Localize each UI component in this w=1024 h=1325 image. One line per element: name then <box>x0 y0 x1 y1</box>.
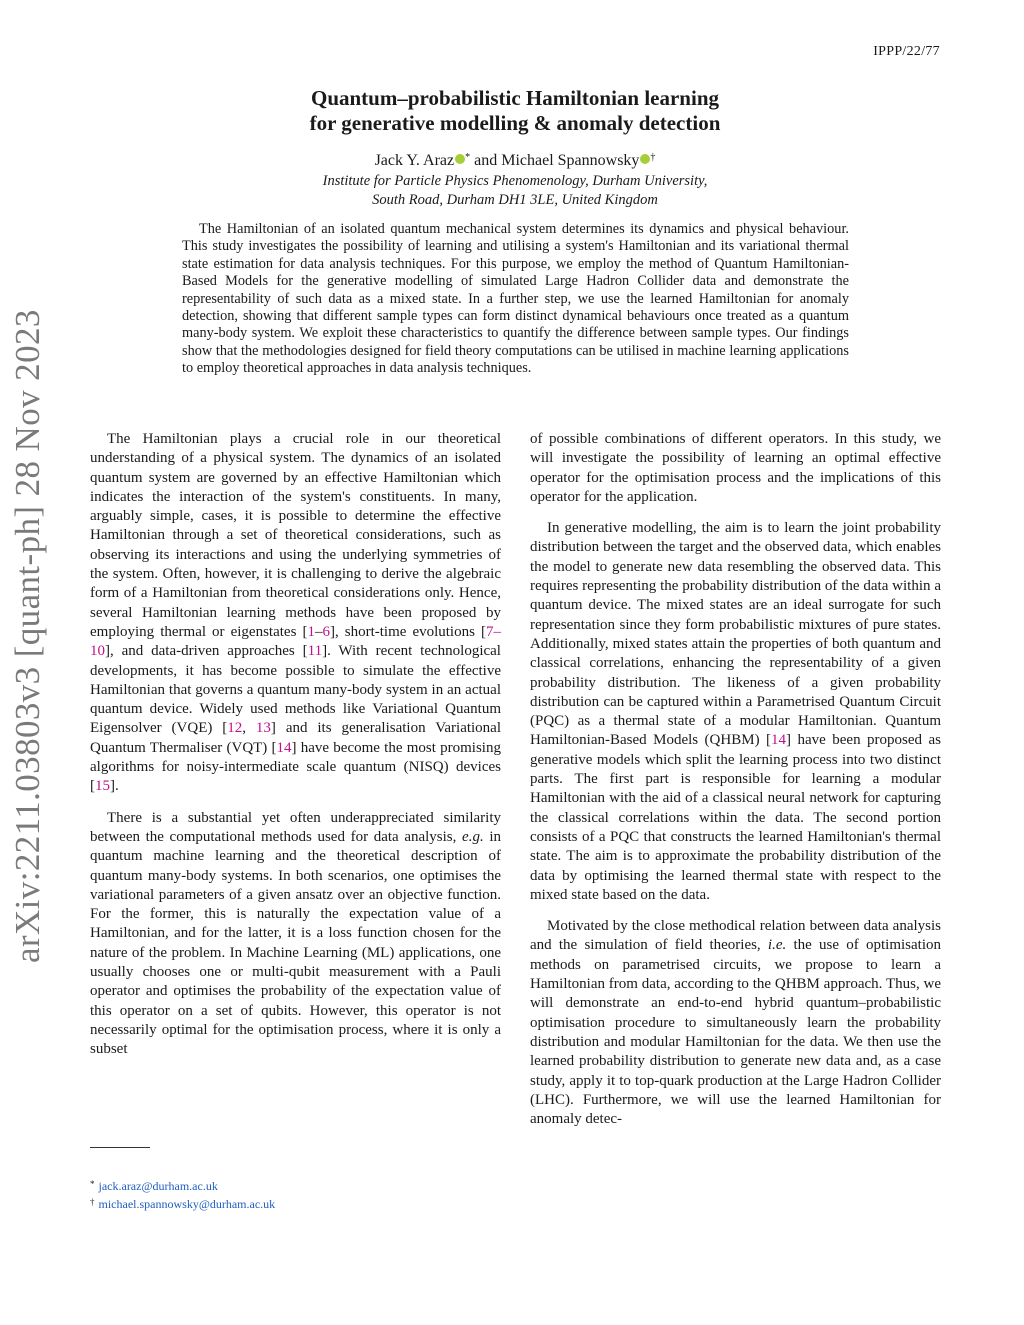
affiliation-line-1: Institute for Particle Physics Phenomenology, Durham University, <box>322 173 708 189</box>
footnote-divider <box>90 1147 150 1148</box>
footnote-2 <box>90 1194 275 1212</box>
author-spannowsky: Michael Spannowsky <box>501 152 640 169</box>
citation-link[interactable]: 6 <box>322 623 330 640</box>
text-run: There is a substantial yet often underappreciated similarity between the computational methods used for data analysis, <box>90 809 501 845</box>
abstract: The Hamiltonian of an isolated quantum mechanical system determines its dynamics and physical behaviour. This study investigates the possibility of learning and utilising a system's Hamiltonian and its variational thermal state estimation for data analysis techniques. For this purpose, we employ the method of Quantum Hamiltonian-Based Models for the generative modelling of simulated Large Hadron Collider data and demonstrate the representability of such data as a mixed state. In a further step, we use the learned Hamiltonian for anomaly detection, showing that different sample types can form distinct dynamical behaviours once treated as a quantum many-body system. We exploit these characteristics to quantify the difference between sample types. Our findings show that the methodologies designed for field theory computations can be utilised in machine learning applications to employ theoretical approaches in data analysis techniques. <box>182 221 849 377</box>
text-run: , <box>242 720 256 737</box>
citation-link[interactable]: 14 <box>771 732 787 749</box>
body-paragraph <box>530 519 941 905</box>
italic-abbrev: e.g. <box>462 828 484 845</box>
author-list <box>180 152 850 170</box>
text-run: ]. With recent technological developments, it has become possible to simulate the effective Hamiltonian that governs a quantum many-body system in an actual quantum device. Widely used methods like Variational Quantum Eigensolver (VQE) [ <box>90 643 501 737</box>
email-link[interactable]: michael.spannowsky@durham.ac.uk <box>98 1197 276 1211</box>
text-run: Motivated by the close methodical relation between data analysis and the simulation of field theories, <box>530 918 941 954</box>
report-number: IPPP/22/77 <box>873 44 940 59</box>
footnotes <box>90 1176 275 1212</box>
text-run: ]. <box>110 778 119 795</box>
text-run: – <box>314 623 323 640</box>
text-run: ], and data-driven approaches [ <box>105 643 308 660</box>
citation-link[interactable]: 11 <box>307 643 323 660</box>
text-run: ] and its generalisation Variational Quantum Thermaliser (VQT) [ <box>90 720 502 756</box>
citation-link[interactable]: 12 <box>227 720 243 737</box>
title-line-1: Quantum–probabilistic Hamiltonian learning <box>310 86 719 110</box>
title-line-2: for generative modelling & anomaly detection <box>309 111 721 135</box>
orcid-icon[interactable] <box>455 154 465 164</box>
arxiv-stamp <box>0 0 56 1325</box>
italic-abbrev: i.e. <box>767 937 787 954</box>
author-conjunction: and <box>470 152 502 169</box>
body-paragraph <box>530 917 941 1129</box>
body-paragraph <box>90 430 501 797</box>
author-araz: Jack Y. Araz <box>374 152 455 169</box>
footnote-mark: † <box>90 1197 95 1207</box>
text-run: ] have become the most promising algorithms for noisy-intermediate scale quantum (NISQ) devices [ <box>90 739 501 795</box>
affiliation-line-2: South Road, Durham DH1 3LE, United Kingdom <box>372 192 658 208</box>
citation-link[interactable]: 15 <box>95 778 110 795</box>
text-run: The Hamiltonian plays a crucial role in our theoretical understanding of a physical system. The dynamics of an isolated quantum system are governed by an effective Hamiltonian which indicates the interaction of the system's constituents. In many, arguably simple, cases, it is possible to determine the effective Hamiltonian through a set of theoretical considerations, such as observing its interactions and using the underlying symmetries of the system. Often, however, it is challenging to derive the algebraic form of a Hamiltonian from theoretical considerations only. Hence, several Hamiltonian learning methods have been proposed by employing thermal or eigenstates [ <box>90 431 501 640</box>
text-run: in quantum machine learning and the theoretical description of quantum many-body systems. In both scenarios, one optimises the variational parameters of a given ansatz over an objective function. For the former, this is naturally the expectation value of a Hamiltonian, and for the latter, it is a loss function chosen for the nature of the problem. In Machine Learning (ML) applications, one usually chooses one or multi-qubit measurement with a Pauli operator and optimises the probability of the expectation value of this operator on a set of qubits. However, this operator is not necessarily optimal for the optimisation process, where it is only a subset <box>90 828 502 1058</box>
citation-link[interactable]: 13 <box>255 720 271 737</box>
text-run: In generative modelling, the aim is to learn the joint probability distribution between the target and the observed data, which enables the model to generate new data resembling the observed data. This requires representing the probability distribution of the data within a quantum device. The mixed states are an ideal surrogate for such representation since they form probabilistic mixtures of pure states. Additionally, mixed states attain the properties of both quantum and classical correlations, enhancing the representability of a given probability distribution. The likeness of a given probability distribution can be captured within a Parametrised Quantum Circuit (PQC) as a thermal state of a modular Hamiltonian. Quantum Hamiltonian-Based Models (QHBM) [ <box>530 520 941 749</box>
footnote-1 <box>90 1176 275 1194</box>
footnote-mark: * <box>90 1179 95 1189</box>
citation-link[interactable]: 1 <box>307 623 315 640</box>
affiliation <box>180 172 850 210</box>
orcid-icon[interactable] <box>640 154 650 164</box>
text-run: the use of optimisation methods on parametrised circuits, we propose to learn a Hamiltonian from data, according to the QHBM approach. Thus, we will demonstrate an end-to-end hybrid quantum–probabilistic optimisation procedure to simultaneously learn the probability distribution and modular Hamiltonian for the data. We then use the learned probability distribution to generate new data and, as a case study, apply it to top-quark production at the Large Hadron Collider (LHC). Furthermore, we will use the learned Hamiltonian for anomaly detec- <box>530 937 941 1128</box>
text-run: ] have been proposed as generative models which split the learning process into two distinct parts. The first part is responsible for learning a modular Hamiltonian with the aid of a classical neural network for capturing the classical correlations within the data. The second portion consists of a PQC that constructs the learned Hamiltonian's thermal state. The aim is to approximate the probability distribution of the data by optimising the learned thermal state with respect to the mixed state based on the data. <box>530 732 941 903</box>
citation-link[interactable]: 14 <box>276 739 292 756</box>
left-column <box>90 430 501 1072</box>
author-mark-1: * <box>465 152 471 163</box>
citation-link[interactable]: 7–10 <box>90 623 501 660</box>
body-paragraph <box>90 809 501 1060</box>
body-paragraph: of possible combinations of different operators. In this study, we will investigate the possibility of learning an optimal effective operator for the optimisation process and the implications of this operator for the application. <box>530 431 941 505</box>
paper-title <box>180 86 850 136</box>
text-run: ], short-time evolutions [ <box>329 623 486 640</box>
author-mark-2: † <box>650 152 656 163</box>
arxiv-id: arXiv:2211.03803v3 [quant-ph] 28 Nov 2023 <box>8 309 47 963</box>
right-column <box>530 430 941 1141</box>
email-link[interactable]: jack.araz@durham.ac.uk <box>98 1179 218 1193</box>
